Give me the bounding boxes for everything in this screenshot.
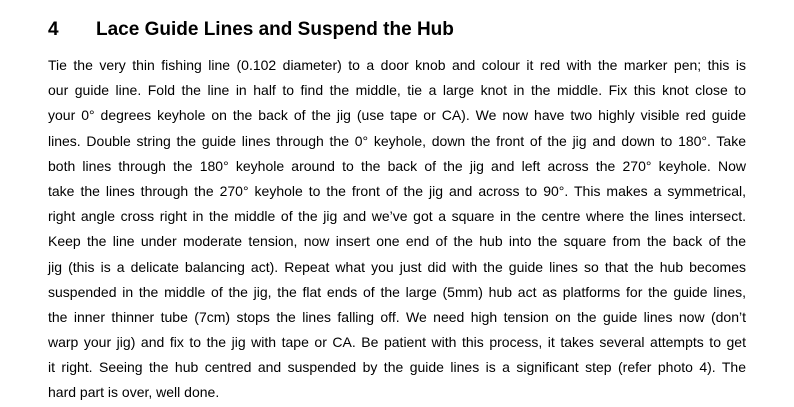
section-number: 4	[48, 19, 59, 40]
paragraph-line: lines. Double string the guide lines through the 0° keyhole, down the front of the jig and down to 180°. Take	[48, 132, 746, 149]
paragraph-line: warp your jig) and fix to the jig with tape or CA. Be patient with this process, it takes several attempts to get	[48, 334, 746, 351]
paragraph-line: take the lines through the 270° keyhole to the front of the jig and across to 90°. This makes a symmetrical,	[48, 182, 746, 199]
paragraph-line: the inner thinner tube (7cm) stops the lines falling off. We need high tension on the guide lines now (don’t	[48, 308, 746, 325]
paragraph-line: hard part is over, well done.	[48, 384, 220, 401]
paragraph-line: jig (this is a delicate balancing act). Repeat what you just did with the guide lines so that the hub becomes	[48, 258, 746, 275]
section-heading	[48, 16, 454, 44]
paragraph-line: right angle cross right in the middle of the jig and we’ve got a square in the centre where the lines intersect.	[48, 208, 746, 225]
paragraph-line: your 0° degrees keyhole on the back of the jig (use tape or CA). We now have two highly visible red guide	[48, 107, 746, 124]
body-paragraph	[48, 53, 746, 406]
paragraph-line: it right. Seeing the hub centred and suspended by the guide lines is a significant step (refer photo 4). The	[48, 359, 746, 376]
paragraph-line: suspended in the middle of the jig, the flat ends of the large (5mm) hub act as platforms for the guide lines,	[48, 283, 746, 300]
paragraph-line: Keep the line under moderate tension, now insert one end of the hub into the square from the back of the	[48, 233, 746, 250]
section-title: Lace Guide Lines and Suspend the Hub	[96, 19, 454, 40]
paragraph-line: both lines through the 180° keyhole around to the back of the jig and left across the 270° keyhole. Now	[48, 157, 746, 174]
paragraph-line: our guide line. Fold the line in half to find the middle, tie a large knot in the middle. Fix this knot close to	[48, 82, 746, 99]
paragraph-line: Tie the very thin fishing line (0.102 diameter) to a door knob and colour it red with the marker pen; this is	[48, 57, 746, 73]
